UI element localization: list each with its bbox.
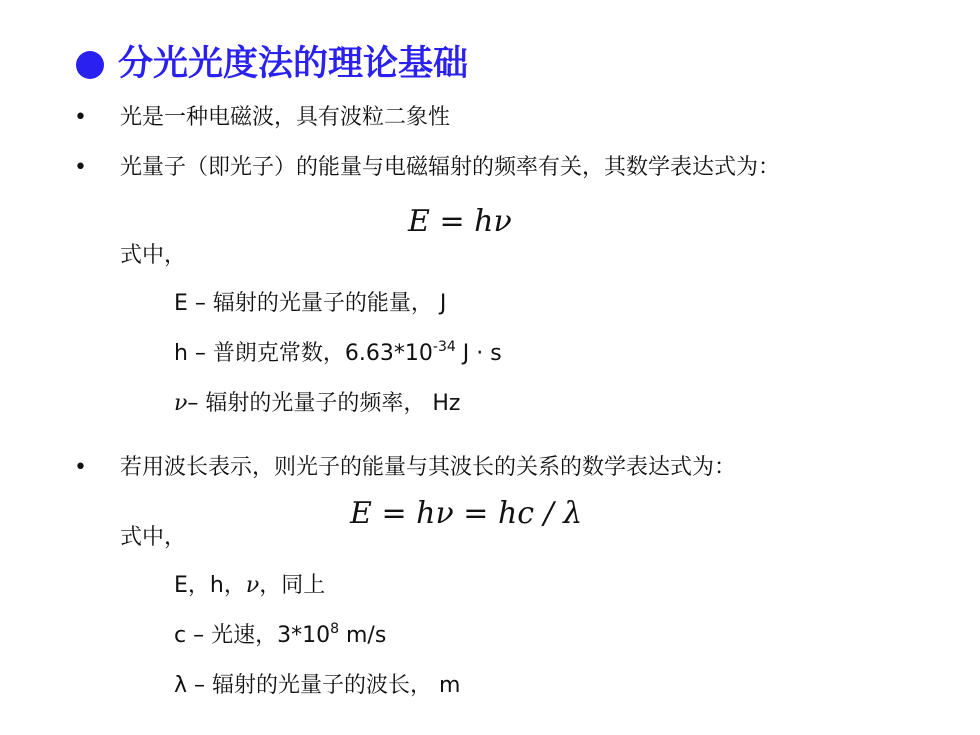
definition-light-speed — [174, 620, 386, 652]
planck-unit: J · s — [455, 341, 502, 366]
speed-unit: m/s — [339, 623, 387, 648]
nu-symbol: ν — [174, 391, 188, 416]
same-suffix: ，同上 — [259, 573, 326, 598]
formula-rhs: hc / λ — [497, 496, 583, 531]
definition-planck — [174, 338, 502, 370]
slide-title: 分光光度法的理论基础 — [118, 44, 469, 84]
formula-wavelength — [350, 494, 582, 534]
formula-lhs: E — [408, 204, 430, 239]
planck-text: h – 普朗克常数，6.63*10 — [174, 341, 433, 366]
bullet-text-2: 光量子（即光子）的能量与电磁辐射的频率有关，其数学表达式为： — [120, 155, 781, 180]
formula-equals: = — [439, 204, 465, 239]
title-bullet-icon — [76, 51, 104, 79]
bullet-text-1: 光是一种电磁波，具有波粒二象性 — [120, 105, 451, 130]
same-prefix: E，h， — [174, 573, 246, 598]
definition-energy: E – 辐射的光量子的能量， J — [174, 291, 447, 316]
speed-exponent: 8 — [330, 621, 339, 637]
bullet-text-3: 若用波长表示，则光子的能量与其波长的关系的数学表达式为： — [120, 455, 737, 480]
bullet-marker: • — [74, 455, 87, 480]
formula-lhs: E — [350, 496, 372, 531]
bullet-marker: • — [74, 105, 87, 130]
nu-symbol: ν — [245, 573, 260, 598]
definition-wavelength: λ – 辐射的光量子的波长， m — [174, 673, 461, 698]
speed-text: c – 光速，3*10 — [174, 623, 331, 648]
definition-same — [174, 570, 325, 602]
formula-rhs: hν — [474, 204, 512, 239]
where-label: 式中， — [120, 525, 187, 550]
planck-exponent: -34 — [432, 339, 456, 355]
formula-mid: hν — [416, 496, 454, 531]
where-label: 式中， — [120, 243, 187, 268]
bullet-marker: • — [74, 155, 87, 180]
definition-frequency — [174, 388, 460, 420]
frequency-text: – 辐射的光量子的频率， Hz — [187, 391, 461, 416]
formula-equals: = — [381, 496, 407, 531]
formula-energy — [408, 202, 512, 242]
formula-equals: = — [463, 496, 489, 531]
